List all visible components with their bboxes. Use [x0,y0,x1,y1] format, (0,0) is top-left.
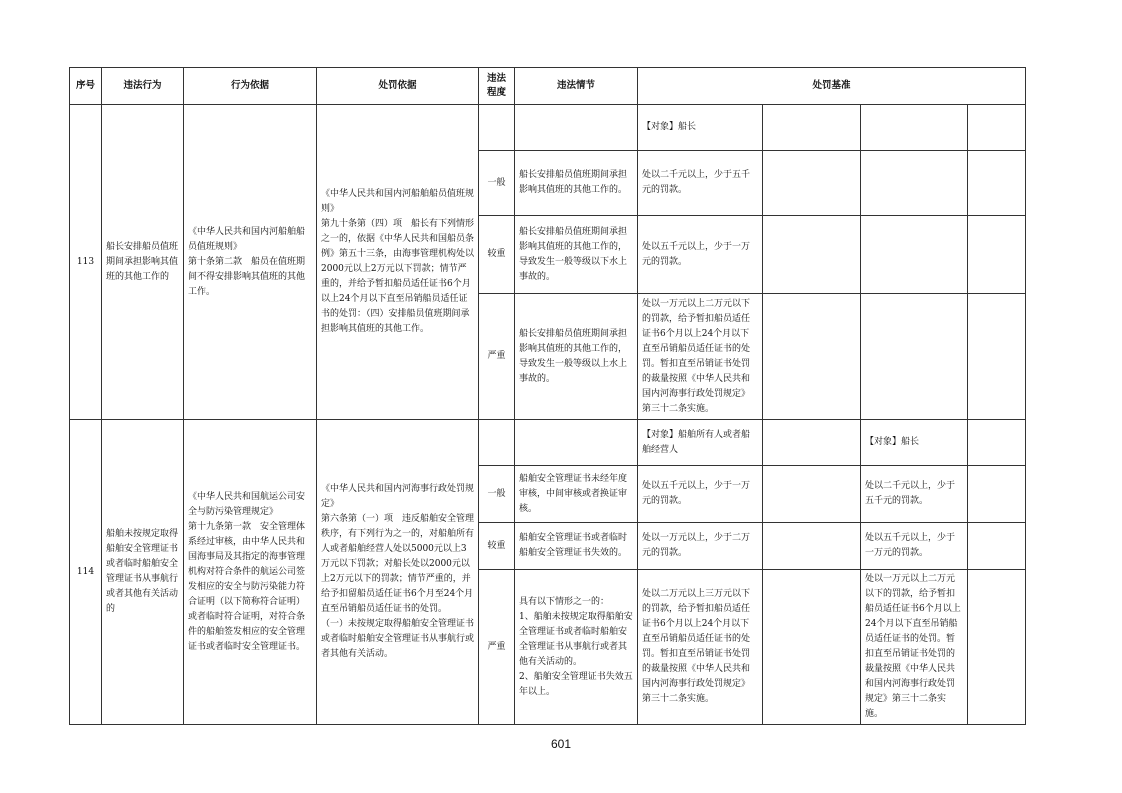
header-behavior-basis: 行为依据 [184,68,317,105]
standard-cell: 处以五千元以上，少于一万元的罚款。 [861,523,968,570]
empty-cell [763,420,861,466]
standard-cell: 处以一万元以上，少于二万元的罚款。 [638,523,763,570]
empty-cell [968,523,1026,570]
page-number: 601 [550,737,572,751]
standard-cell: 处以一万元以上二万元以下的罚款，给予暂扣船员适任证书6个月以上24个月以下直至吊销船员适任证书的处罚。暂扣直至吊销证书处罚的裁量按照《中华人民共和国内河海事行政处罚规定》第三十二条实施。 [861,570,968,725]
empty-cell [515,420,638,466]
target-cell: 【对象】船舶所有人或者船舶经营人 [638,420,763,466]
standard-cell: 处以二千元以上，少于五千元的罚款。 [861,466,968,523]
empty-cell [968,151,1026,216]
empty-cell [763,570,861,725]
empty-cell [968,570,1026,725]
row-number: 114 [70,420,102,725]
penalty-standard-table [69,67,1026,725]
circumstance-cell: 船长安排船员值班期间承担影响其值班的其他工作的，导致发生一般等级以下水上事故的。 [515,216,638,294]
target-cell: 【对象】船长 [638,105,763,151]
degree-cell: 较重 [479,523,515,570]
empty-cell [763,151,861,216]
circumstance-cell: 船舶安全管理证书未经年度审核，中间审核或者换证审核。 [515,466,638,523]
empty-cell [968,105,1026,151]
empty-cell [763,466,861,523]
empty-cell [763,523,861,570]
row-number: 113 [70,105,102,420]
table-row [70,105,1026,151]
degree-cell: 严重 [479,570,515,725]
degree-cell: 严重 [479,294,515,420]
header-standard: 处罚基准 [638,68,1026,105]
header-penalty-basis: 处罚依据 [317,68,479,105]
empty-cell [968,216,1026,294]
circumstance-cell: 船长安排船员值班期间承担影响其值班的其他工作的。 [515,151,638,216]
header-row [70,68,1026,105]
empty-cell [763,216,861,294]
circumstance-cell: 具有以下情形之一的： 1、船舶未按规定取得船舶安全管理证书或者临时船舶安全管理证书从事航行或者其他有关活动的。 2、船舶安全管理证书失效五年以上。 [515,570,638,725]
circumstance-cell: 船长安排船员值班期间承担影响其值班的其他工作的，导致发生一般等级以上水上事故的。 [515,294,638,420]
header-no: 序号 [70,68,102,105]
empty-cell [968,466,1026,523]
standard-cell [861,151,968,216]
empty-cell [968,294,1026,420]
behavior-basis-cell: 《中华人民共和国航运公司安全与防污染管理规定》 第十九条第一款 安全管理体系经过审核，由中华人民共和国海事局及其指定的海事管理机构对符合条件的航运公司签发相应的安全与防污染能力符合证明（以下简称符合证明）或者临时符合证明，对符合条件的船舶签发相应的安全管理证书或者临时安全管理证书。 [184,420,317,725]
standard-cell: 处以五千元以上，少于一万元的罚款。 [638,216,763,294]
standard-cell [861,294,968,420]
circumstance-cell: 船舶安全管理证书或者临时船舶安全管理证书失效的。 [515,523,638,570]
degree-cell: 一般 [479,151,515,216]
violation-cell: 船长安排船员值班期间承担影响其值班的其他工作的 [102,105,184,420]
behavior-basis-cell: 《中华人民共和国内河船舶船员值班规则》 第十条第二款 船员在值班期间不得安排影响其值班的其他工作。 [184,105,317,420]
header-degree: 违法 程度 [479,68,515,105]
empty-cell [968,420,1026,466]
empty-cell [479,105,515,151]
standard-cell: 处以五千元以上，少于一万元的罚款。 [638,466,763,523]
degree-cell: 较重 [479,216,515,294]
empty-cell [763,294,861,420]
standard-cell: 处以一万元以上二万元以下的罚款，给予暂扣船员适任证书6个月以上24个月以下直至吊销船员适任证书的处罚。暂扣直至吊销证书处罚的裁量按照《中华人民共和国内河海事行政处罚规定》第三十二条实施。 [638,294,763,420]
target-cell: 【对象】船长 [861,420,968,466]
empty-cell [763,105,861,151]
penalty-basis-cell: 《中华人民共和国内河船舶船员值班规则》 第九十条第（四）项 船长有下列情形之一的，依据《中华人民共和国船员条例》第五十三条，由海事管理机构处以2000元以上2万元以下罚款；情节严重的，并给予暂扣船员适任证书6个月以上24个月以下直至吊销船员适任证书的处罚：（四）安排船员值班期间承担影响其值班的其他工作。 [317,105,479,420]
empty-cell [479,420,515,466]
standard-cell [861,216,968,294]
standard-cell: 处以二万元以上三万元以下的罚款，给予暂扣船员适任证书6个月以上24个月以下直至吊销船员适任证书的处罚。暂扣直至吊销证书处罚的裁量按照《中华人民共和国内河海事行政处罚规定》第三十二条实施。 [638,570,763,725]
standard-cell: 处以二千元以上，少于五千元的罚款。 [638,151,763,216]
header-circumstance: 违法情节 [515,68,638,105]
table-row [70,420,1026,466]
empty-cell [515,105,638,151]
target-cell [861,105,968,151]
violation-cell: 船舶未按规定取得船舶安全管理证书或者临时船舶安全管理证书从事航行或者其他有关活动的 [102,420,184,725]
penalty-basis-cell: 《中华人民共和国内河海事行政处罚规定》 第六条第（一）项 违反船舶安全管理秩序，有下列行为之一的，对船舶所有人或者船舶经营人处以5000元以上3万元以下罚款；对船长处以2000元以上2万元以下的罚款；情节严重的，并给予扣留船员适任证书6个月至24个月直至吊销船员适任证书的处罚。 （一）未按规定取得船舶安全管理证书或者临时船舶安全管理证书从事航行或者其他有关活动。 [317,420,479,725]
header-violation: 违法行为 [102,68,184,105]
degree-cell: 一般 [479,466,515,523]
